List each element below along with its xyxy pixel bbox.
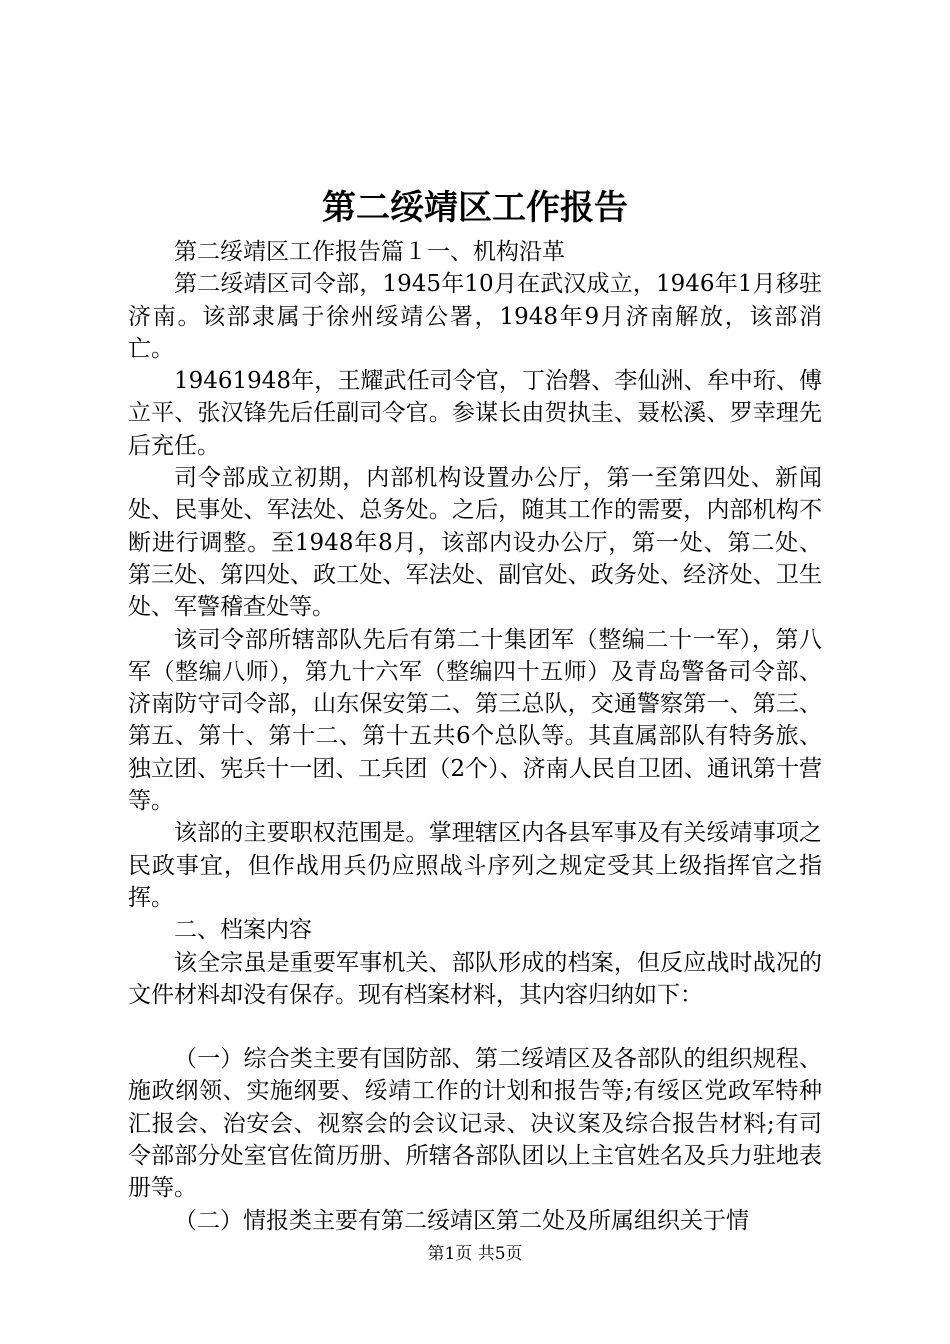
paragraph-heading-1: 第二绥靖区工作报告篇１一、机构沿革 bbox=[174, 239, 565, 265]
paragraph-authority: 该部的主要职权范围是。掌理辖区内各县军事及有关绥靖事项之民政事宜，但作战用兵仍应照战斗序列之规定受其上级指挥官之指挥。 bbox=[128, 820, 822, 911]
paragraph-subordinate-units: 该司令部所辖部队先后有第二十集团军（整编二十一军），第八军（整编八师），第九十六军（整编四十五师）及青岛警备司令部、济南防守司令部，山东保安第二、第三总队，交通警察第一、第三、第五、第十、第十二、第十五共6个总队等。其直属部队有特务旅、独立团、宪兵十一团、工兵团（2个）、济南人民自卫团、通讯第十营等。 bbox=[128, 626, 822, 815]
paragraph-internal-structure: 司令部成立初期，内部机构设置办公厅，第一至第四处、新闻处、民事处、军法处、总务处。之后，随其工作的需要，内部机构不断进行调整。至1948年8月，该部内设办公厅，第一处、第二处、第三处、第四处、政工处、军法处、副官处、政务处、经济处、卫生处、军警稽查处等。 bbox=[128, 465, 822, 621]
document-body bbox=[128, 236, 822, 1237]
paragraph-category-intelligence: （二）情报类主要有第二绥靖区第二处及所属组织关于情 bbox=[174, 1207, 749, 1234]
page-number: 第1页 共5页 bbox=[427, 1244, 523, 1264]
paragraph-establishment: 第二绥靖区司令部，1945年10月在武汉成立，1946年1月移驻济南。该部隶属于徐州绥靖公署，1948年9月济南解放，该部消亡。 bbox=[128, 271, 822, 362]
paragraph-archive-overview: 该全宗虽是重要军事机关、部队形成的档案，但反应战时战况的文件材料却没有保存。现有档案材料，其内容归纳如下： bbox=[128, 949, 822, 1008]
paragraph-category-general: （一）综合类主要有国防部、第二绥靖区及各部队的组织规程、施政纲领、实施纲要、绥靖工作的计划和报告等;有绥区党政军特种汇报会、治安会、视察会的会议记录、决议案及综合报告材料;有司令部部分处室官佐简历册、所辖各部队团以上主官姓名及兵力驻地表册等。 bbox=[128, 1046, 822, 1202]
paragraph-commanders: 19461948年，王耀武任司令官，丁治磐、李仙洲、牟中珩、傅立平、张汉锋先后任副司令官。参谋长由贺执圭、聂松溪、罗幸理先后充任。 bbox=[128, 368, 822, 459]
paragraph-heading-2: 二、档案内容 bbox=[174, 917, 312, 944]
document-title: 第二绥靖区工作报告 bbox=[322, 188, 628, 228]
